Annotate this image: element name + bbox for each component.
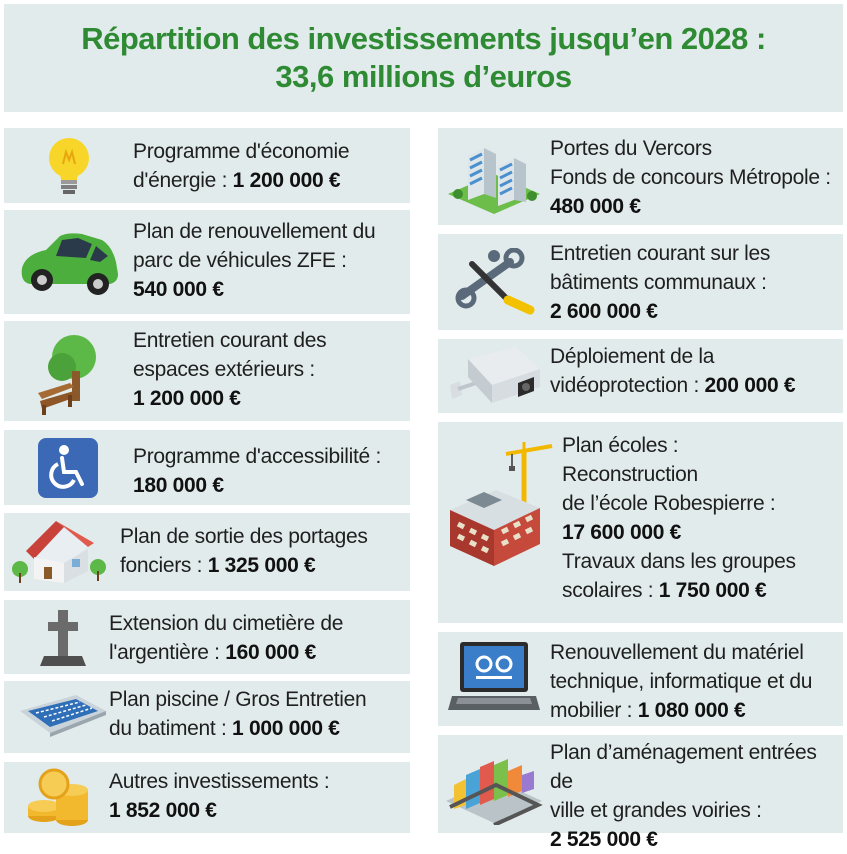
card-municipal-buildings: Entretien courant sur les bâtiments communaux : 2 600 000 € [438, 234, 843, 330]
card-accessibility: Programme d'accessibilité : 180 000 € [4, 430, 410, 505]
page-header [4, 4, 843, 112]
amount: 1 000 000 € [232, 717, 340, 740]
card-pool: Plan piscine / Gros Entretien du batiment : 1 000 000 € [4, 681, 410, 753]
amount: 1 200 000 € [232, 169, 341, 192]
tools-icon [448, 248, 540, 318]
amount: 1 750 000 € [658, 579, 767, 602]
card-other: Autres investissements : 1 852 000 € [4, 762, 410, 833]
card-energy: Programme d'économie d'énergie : 1 200 000 € [4, 128, 410, 203]
amount: 1 080 000 € [637, 699, 746, 722]
page-subtitle: 33,6 millions d’euros [275, 59, 572, 94]
buildings-icon [444, 136, 542, 216]
cross-icon [38, 606, 88, 670]
pool-icon [16, 691, 108, 741]
city-icon [444, 745, 544, 825]
card-city: Plan d’aménagement entrées de ville et grandes voiries : 2 525 000 € [438, 735, 843, 833]
card-cemetery: Extension du cimetière de l'argentière : 160 000 € [4, 600, 410, 674]
amount: 180 000 € [133, 474, 224, 497]
amount: 160 000 € [225, 641, 316, 664]
lightbulb-icon [39, 134, 99, 198]
amount: 480 000 € [550, 195, 641, 218]
house-icon [10, 517, 108, 587]
camera-icon [446, 345, 544, 409]
amount: 17 600 000 € [562, 521, 682, 544]
laptop-icon [448, 640, 540, 718]
card-equipment: Renouvellement du matériel technique, informatique et du mobilier : 1 080 000 € [438, 632, 843, 726]
amount: 1 325 000 € [207, 554, 316, 577]
coins-icon [24, 766, 96, 830]
card-vercors: Portes du Vercors Fonds de concours Métropole : 480 000 € [438, 128, 843, 225]
card-schools: Plan écoles : Reconstruction de l’école Robespierre : 17 600 000 € Travaux dans les groupes scolaires : 1 750 000 € [438, 422, 843, 623]
school-crane-icon [444, 432, 556, 572]
card-land: Plan de sortie des portages fonciers : 1 325 000 € [4, 513, 410, 591]
tree-bench-icon [34, 331, 106, 417]
amount: 1 852 000 € [109, 799, 217, 822]
card-outdoor: Entretien courant des espaces extérieurs : 1 200 000 € [4, 321, 410, 421]
wheelchair-icon [38, 438, 98, 498]
amount: 540 000 € [133, 278, 224, 301]
card-vehicles: Plan de renouvellement du parc de véhicules ZFE : 540 000 € [4, 210, 410, 314]
card-video: Déploiement de la vidéoprotection : 200 000 € [438, 339, 843, 413]
amount: 2 525 000 € [550, 828, 658, 851]
amount: 200 000 € [704, 374, 796, 397]
page-title: Répartition des investissements jusqu’en 2028 : [81, 21, 766, 56]
amount: 1 200 000 € [133, 387, 241, 410]
car-icon [16, 228, 124, 298]
amount: 2 600 000 € [550, 300, 658, 323]
